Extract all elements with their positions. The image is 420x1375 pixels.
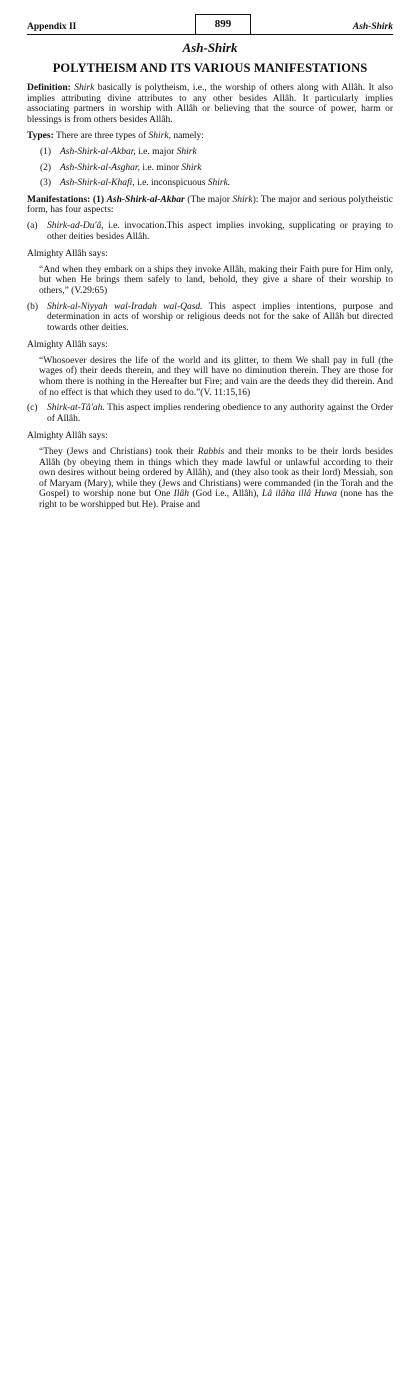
type-list-item: [40, 178, 393, 189]
quote-c-text-3: (God i.e., Allâh),: [188, 489, 263, 500]
definition-paragraph: [27, 83, 393, 125]
chapter-title-main: POLYTHEISM AND ITS VARIOUS MANIFESTATIONS: [52, 61, 368, 75]
types-paragraph: [27, 131, 393, 142]
types-text-1: There are three types of: [53, 131, 149, 142]
quote-c-text-4: (none has the right to be worshipped but He). Praise and: [39, 489, 393, 510]
manifestations-text-1: (The major: [184, 194, 233, 205]
type-list-item: [40, 147, 393, 158]
aspect-a-term: Shirk-ad-Du'â,: [47, 220, 104, 231]
definition-text-2: basically is polytheism, i.e., the worship of others along with Allâh. It also implies attributing divine attributes to any other besides Allâh. It particularly implies associating partners in worship with Allâh or believing that the source of power, harm or blessings is from others besides Allâh.: [27, 83, 393, 125]
allah-says-b: Almighty Allâh says:: [27, 340, 108, 351]
aspect-b-term: Shirk-al-Niyyah wal-Iradah wal-Qasd.: [47, 301, 203, 312]
allah-says-a: Almighty Allâh says:: [27, 249, 108, 260]
type-item-term: Ash-Shirk-al-Khafi,: [60, 178, 135, 189]
quote-c-rabbis: Rabbis: [197, 447, 225, 458]
type-item-number: (2): [40, 162, 52, 173]
type-item-number: (1): [40, 146, 52, 157]
aspect-c-term: Shirk-at-Tâ'ah.: [47, 403, 105, 414]
type-item-text-italic: Shirk: [181, 162, 202, 173]
type-item-text: i.e. minor: [139, 162, 182, 173]
definition-label: Definition:: [27, 83, 71, 93]
type-item-term: Ash-Shirk-al-Asghar,: [60, 162, 140, 173]
header-section-label: Appendix II: [27, 22, 77, 32]
type-item-text-italic: Shirk: [176, 146, 197, 157]
page-number: 899: [195, 14, 251, 34]
manifestations-term: Ash-Shirk-al-Akbar: [106, 194, 185, 205]
aspect-b-marker: (b): [27, 301, 39, 312]
aspect-a: [27, 221, 393, 242]
quote-c: [39, 447, 393, 511]
definition-term: Shirk: [74, 83, 95, 93]
manifestations-text-2: ): The major and serious polytheistic form, has four aspects:: [27, 194, 393, 216]
allah-says-c: Almighty Allâh says:: [27, 431, 108, 442]
aspect-c-marker: (c): [27, 403, 38, 414]
quote-c-la-ilaha: Lâ ilâha illâ Huwa: [262, 489, 338, 500]
types-term: Shirk,: [148, 131, 171, 142]
quote-c-text-2: and their monks to be their lords besides Allâh (by obeying them in things which they made lawful or unlawful according to their own desires without being ordered by Allâh), and (they also took as their lord) Messiah, son of Maryam (Mary), while they (Jews and Christians) were commanded (in the Torah and the Gospel) to worship none but One: [39, 447, 393, 500]
type-item-text: i.e. major: [135, 146, 177, 157]
type-item-term: Ash-Shirk-al-Akbar,: [60, 146, 136, 157]
quote-c-ilah: Ilâh: [173, 489, 189, 500]
quote-a: “And when they embark on a ships they invoke Allâh, making their Faith pure for Him only, but when He brings them safely to land, behold, they give a share of their worship to others,” (V.29:65): [39, 264, 393, 296]
chapter-title-italic: Ash-Shirk: [182, 40, 238, 55]
type-item-text-italic: Shirk.: [207, 178, 231, 189]
aspect-b: [27, 302, 393, 334]
type-item-text: i.e. inconspicuous: [134, 178, 208, 189]
document-page: [27, 14, 393, 511]
manifestations-paragraph: [27, 195, 393, 216]
header-rule: [27, 34, 393, 35]
types-text-2: namely:: [170, 131, 204, 142]
type-list-item: [40, 163, 393, 174]
manifestations-label: Manifestations: (1): [27, 194, 107, 205]
running-header: [27, 14, 393, 36]
aspect-c: [27, 403, 393, 424]
types-label: Types:: [27, 131, 54, 142]
aspect-a-text: i.e. invocation.This aspect implies invoking, supplicating or praying to other deities besides Allâh.: [47, 220, 393, 242]
header-chapter-label: Ash-Shirk: [352, 22, 393, 32]
manifestations-term-2: Shirk: [232, 194, 253, 205]
aspect-b-text: This aspect implies intentions, purpose and determination in acts of worship or religious deeds not for the sake of Allâh but directed towards other deities.: [47, 301, 393, 333]
quote-b: “Whosoever desires the life of the world and its glitter, to them We shall pay in full (the wages of) their deeds therein, and they will have no diminution therein. They are those for whom there is nothing in the Hereafter but Fire; and vain are the deeds they did therein. And of no effect is that which they used to do.”(V. 11:15,16): [39, 355, 393, 398]
type-item-number: (3): [40, 178, 52, 189]
aspect-c-text: This aspect implies rendering obedience to any authority against the Order of Allâh.: [47, 403, 393, 424]
aspect-a-marker: (a): [27, 220, 38, 231]
quote-c-text-1: “They (Jews and Christians) took their: [39, 447, 198, 458]
